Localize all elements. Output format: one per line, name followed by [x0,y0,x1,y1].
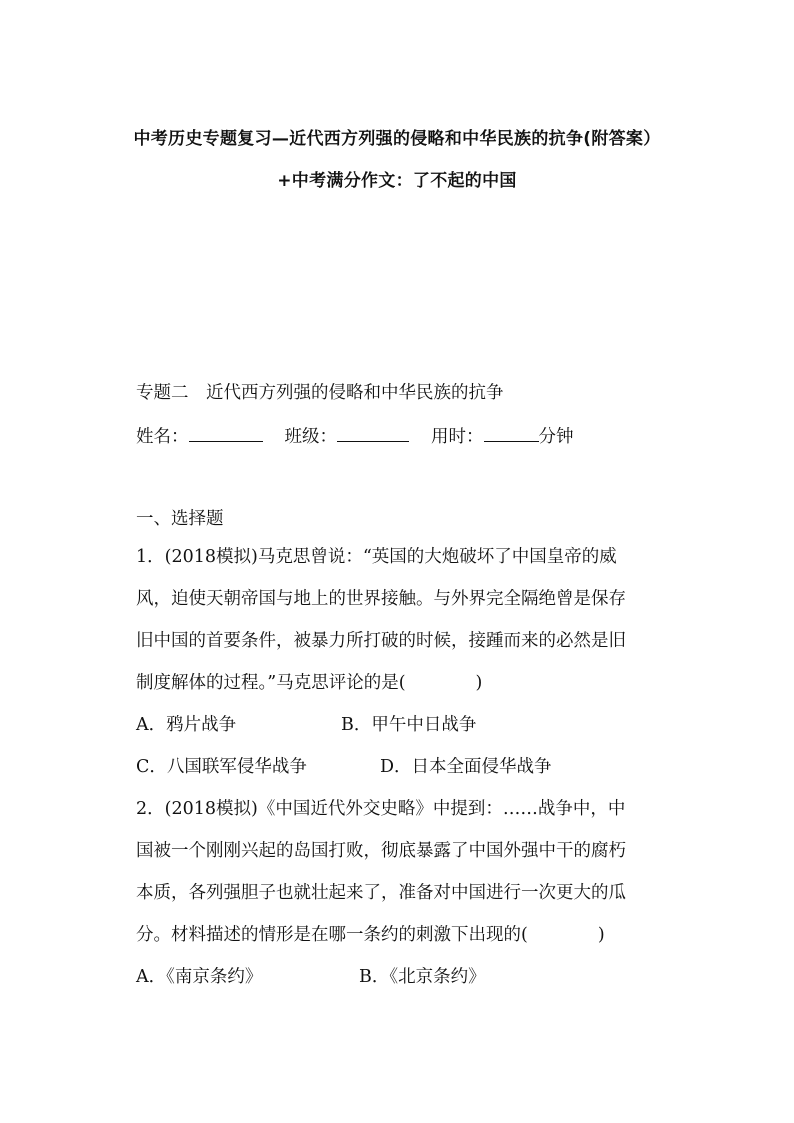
name-label: 姓名： [136,427,189,447]
question-text-line: 1．(2018模拟)马克思曾说：“英国的大炮破坏了中国皇帝的威 [136,547,617,567]
question-text-line: 分。材料描述的情形是在哪一条约的刺激下出现的( ) [136,925,605,945]
section-heading: 一、选择题 [136,509,224,529]
topic-heading: 专题二 近代西方列强的侵略和中华民族的抗争 [136,383,504,403]
question-text-line: 旧中国的首要条件，被暴力所打破的时候，接踵而来的必然是旧 [136,631,626,651]
class-label: 班级： [284,427,337,447]
document-title-line-1: 中考历史专题复习—近代西方列强的侵略和中华民族的抗争(附答案） [133,129,661,149]
question-text-line: 国被一个刚刚兴起的岛国打败，彻底暴露了中国外强中干的腐朽 [136,841,626,861]
question-text-line: 制度解体的过程。”马克思评论的是( ) [136,673,483,693]
option-d: D．日本全面侵华战争 [380,757,552,777]
option-b: B．甲午中日战争 [341,715,477,735]
option-c: C．八国联军侵华战争 [136,757,307,777]
name-blank[interactable] [189,423,263,442]
time-label: 用时： [431,427,484,447]
document-title-line-2: +中考满分作文：了不起的中国 [277,171,517,191]
option-b: B．《北京条约》 [359,967,486,987]
time-blank[interactable] [484,423,539,442]
student-info-row [136,423,574,449]
option-a: A．鸦片战争 [136,715,237,735]
question-text-line: 本质，各列强胆子也就壮起来了，准备对中国进行一次更大的瓜 [136,883,626,903]
question-text-line: 风，迫使天朝帝国与地上的世界接触。与外界完全隔绝曾是保存 [136,589,626,609]
time-unit: 分钟 [538,427,574,447]
class-blank[interactable] [337,423,409,442]
option-a: A．《南京条约》 [136,967,263,987]
question-text-line: 2．(2018模拟)《中国近代外交史略》中提到：……战争中，中 [136,799,626,819]
